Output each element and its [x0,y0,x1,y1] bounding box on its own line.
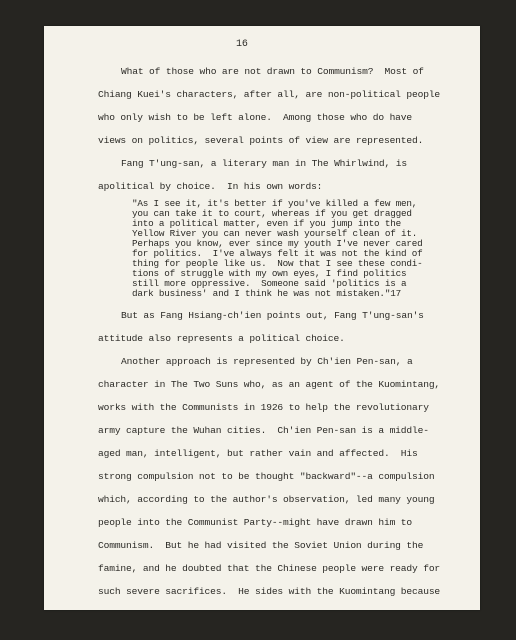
paragraph-line: aged man, intelligent, but rather vain and affected. His [98,448,418,459]
block-quote-line: "As I see it, it's better if you've killed a few men, [132,198,418,209]
block-quote-line: thing for people like us. Now that I see these condi- [132,258,423,269]
paragraph-line: character in The Two Suns who, as an agent of the Kuomintang, [98,379,441,390]
block-quote-line: tions of struggle with my own eyes, I find politics [132,268,407,279]
paragraph-line: Fang T'ung-san, a literary man in The Whirlwind, is [121,158,407,169]
paragraph-line: strong compulsion not to be thought "backward"--a compulsion [98,471,435,482]
paragraph-line: works with the Communists in 1926 to help the revolutionary [98,402,429,413]
paragraph-line: attitude also represents a political choice. [98,333,345,344]
paragraph-line: views on politics, several points of view are represented. [98,135,424,146]
paragraph-line: Communism. But he had visited the Soviet Union during the [98,540,424,551]
block-quote-line: you can take it to court, whereas if you get dragged [132,208,412,219]
paragraph-line: which, according to the author's observation, led many young [98,494,435,505]
block-quote-line: into a political matter, even if you jump into the [132,218,401,229]
block-quote-line: Perhaps you know, ever since my youth I've never cared [132,238,423,249]
paragraph-line: who only wish to be left alone. Among those who do have [98,112,413,123]
page-number: 16 [236,39,248,50]
block-quote-line: Yellow River you can never wash yourself clean of it. [132,228,418,239]
paragraph-line: army capture the Wuhan cities. Ch'ien Pen-san is a middle- [98,425,429,436]
paragraph-line: famine, and he doubted that the Chinese people were ready for [98,563,441,574]
paragraph-line: apolitical by choice. In his own words: [98,181,323,192]
paragraph-line: What of those who are not drawn to Communism? Most of [121,66,424,77]
paragraph-line: Another approach is represented by Ch'ien Pen-san, a [121,356,413,367]
paragraph-line: Chiang Kuei's characters, after all, are non-political people [98,89,441,100]
block-quote-line: dark business' and I think he was not mistaken."17 [132,288,401,299]
block-quote-line: still more oppressive. Someone said 'politics is a [132,278,407,289]
paragraph-line: But as Fang Hsiang-ch'ien points out, Fang T'ung-san's [121,310,424,321]
block-quote-line: for politics. I've always felt it was not the kind of [132,248,423,259]
paragraph-line: people into the Communist Party--might have drawn him to [98,517,413,528]
paragraph-line: such severe sacrifices. He sides with the Kuomintang because [98,586,441,597]
document-page [44,26,480,610]
